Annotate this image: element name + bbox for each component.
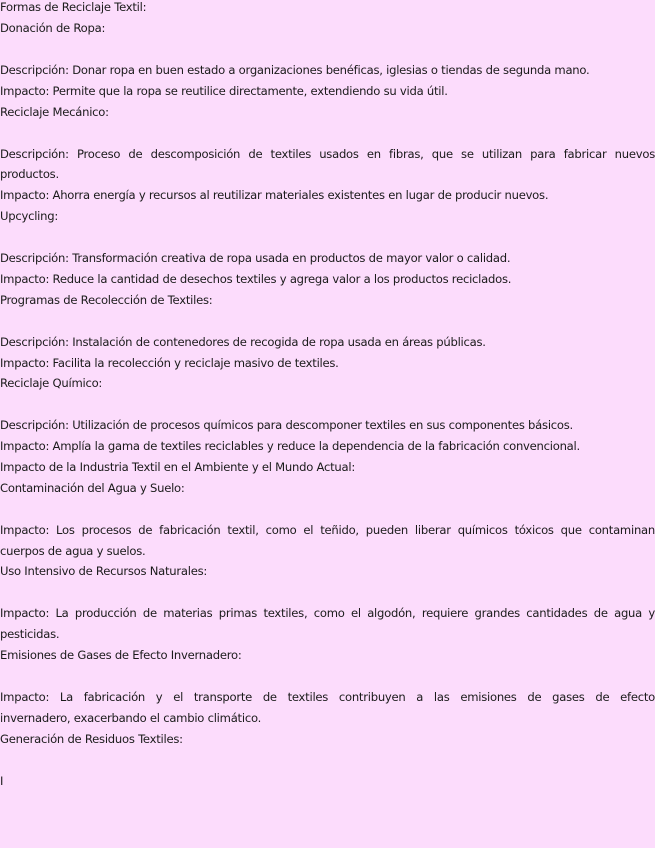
subheading: Contaminación del Agua y Suelo: — [0, 481, 185, 495]
subheading: Emisiones de Gases de Efecto Invernadero: — [0, 648, 242, 662]
paragraph-line: pesticidas. — [0, 627, 60, 641]
paragraph-line: Impacto: Amplía la gama de textiles reciclables y reduce la dependencia de la fabricación convencional. — [0, 439, 580, 453]
paragraph-line: cuerpos de agua y suelos. — [0, 544, 146, 558]
subheading: Uso Intensivo de Recursos Naturales: — [0, 564, 208, 578]
paragraph-line: Descripción: Transformación creativa de ropa usada en productos de mayor valor o calidad. — [0, 251, 511, 265]
subheading: Reciclaje Químico: — [0, 376, 103, 390]
section-heading: Formas de Reciclaje Textil: — [0, 0, 147, 14]
paragraph-line: Impacto: Los procesos de fabricación textil, como el teñido, pueden liberar químicos tóxicos que contaminan — [0, 523, 655, 537]
paragraph-line: Impacto: Facilita la recolección y reciclaje masivo de textiles. — [0, 356, 339, 370]
subheading: Upcycling: — [0, 209, 59, 223]
paragraph-line: Impacto: Permite que la ropa se reutilice directamente, extendiendo su vida útil. — [0, 84, 448, 98]
paragraph-line: Impacto: La producción de materias primas textiles, como el algodón, requiere grandes cantidades de agua y — [0, 606, 655, 620]
paragraph-line: Impacto: La fabricación y el transporte de textiles contribuyen a las emisiones de gases de efecto — [0, 690, 655, 704]
subheading: Generación de Residuos Textiles: — [0, 732, 183, 746]
paragraph-line: productos. — [0, 167, 59, 181]
paragraph-line: Impacto: Reduce la cantidad de desechos textiles y agrega valor a los productos reciclados. — [0, 272, 512, 286]
section-heading: Impacto de la Industria Textil en el Ambiente y el Mundo Actual: — [0, 460, 355, 474]
subheading: Reciclaje Mecánico: — [0, 105, 109, 119]
paragraph-line: Descripción: Utilización de procesos químicos para descomponer textiles en sus componentes básicos. — [0, 418, 573, 432]
text-cursor-line[interactable]: I — [0, 774, 4, 788]
paragraph-line: Descripción: Instalación de contenedores de recogida de ropa usada en áreas públicas. — [0, 335, 486, 349]
paragraph-line: Descripción: Proceso de descomposición de textiles usados en fibras, que se utilizan para fabricar nuevos — [0, 147, 655, 161]
paragraph-line: Descripción: Donar ropa en buen estado a organizaciones benéficas, iglesias o tiendas de segunda mano. — [0, 63, 590, 77]
subheading: Donación de Ropa: — [0, 21, 106, 35]
subheading: Programas de Recolección de Textiles: — [0, 293, 213, 307]
paragraph-line: Impacto: Ahorra energía y recursos al reutilizar materiales existentes en lugar de producir nuevos. — [0, 188, 549, 202]
paragraph-line: invernadero, exacerbando el cambio climático. — [0, 711, 262, 725]
